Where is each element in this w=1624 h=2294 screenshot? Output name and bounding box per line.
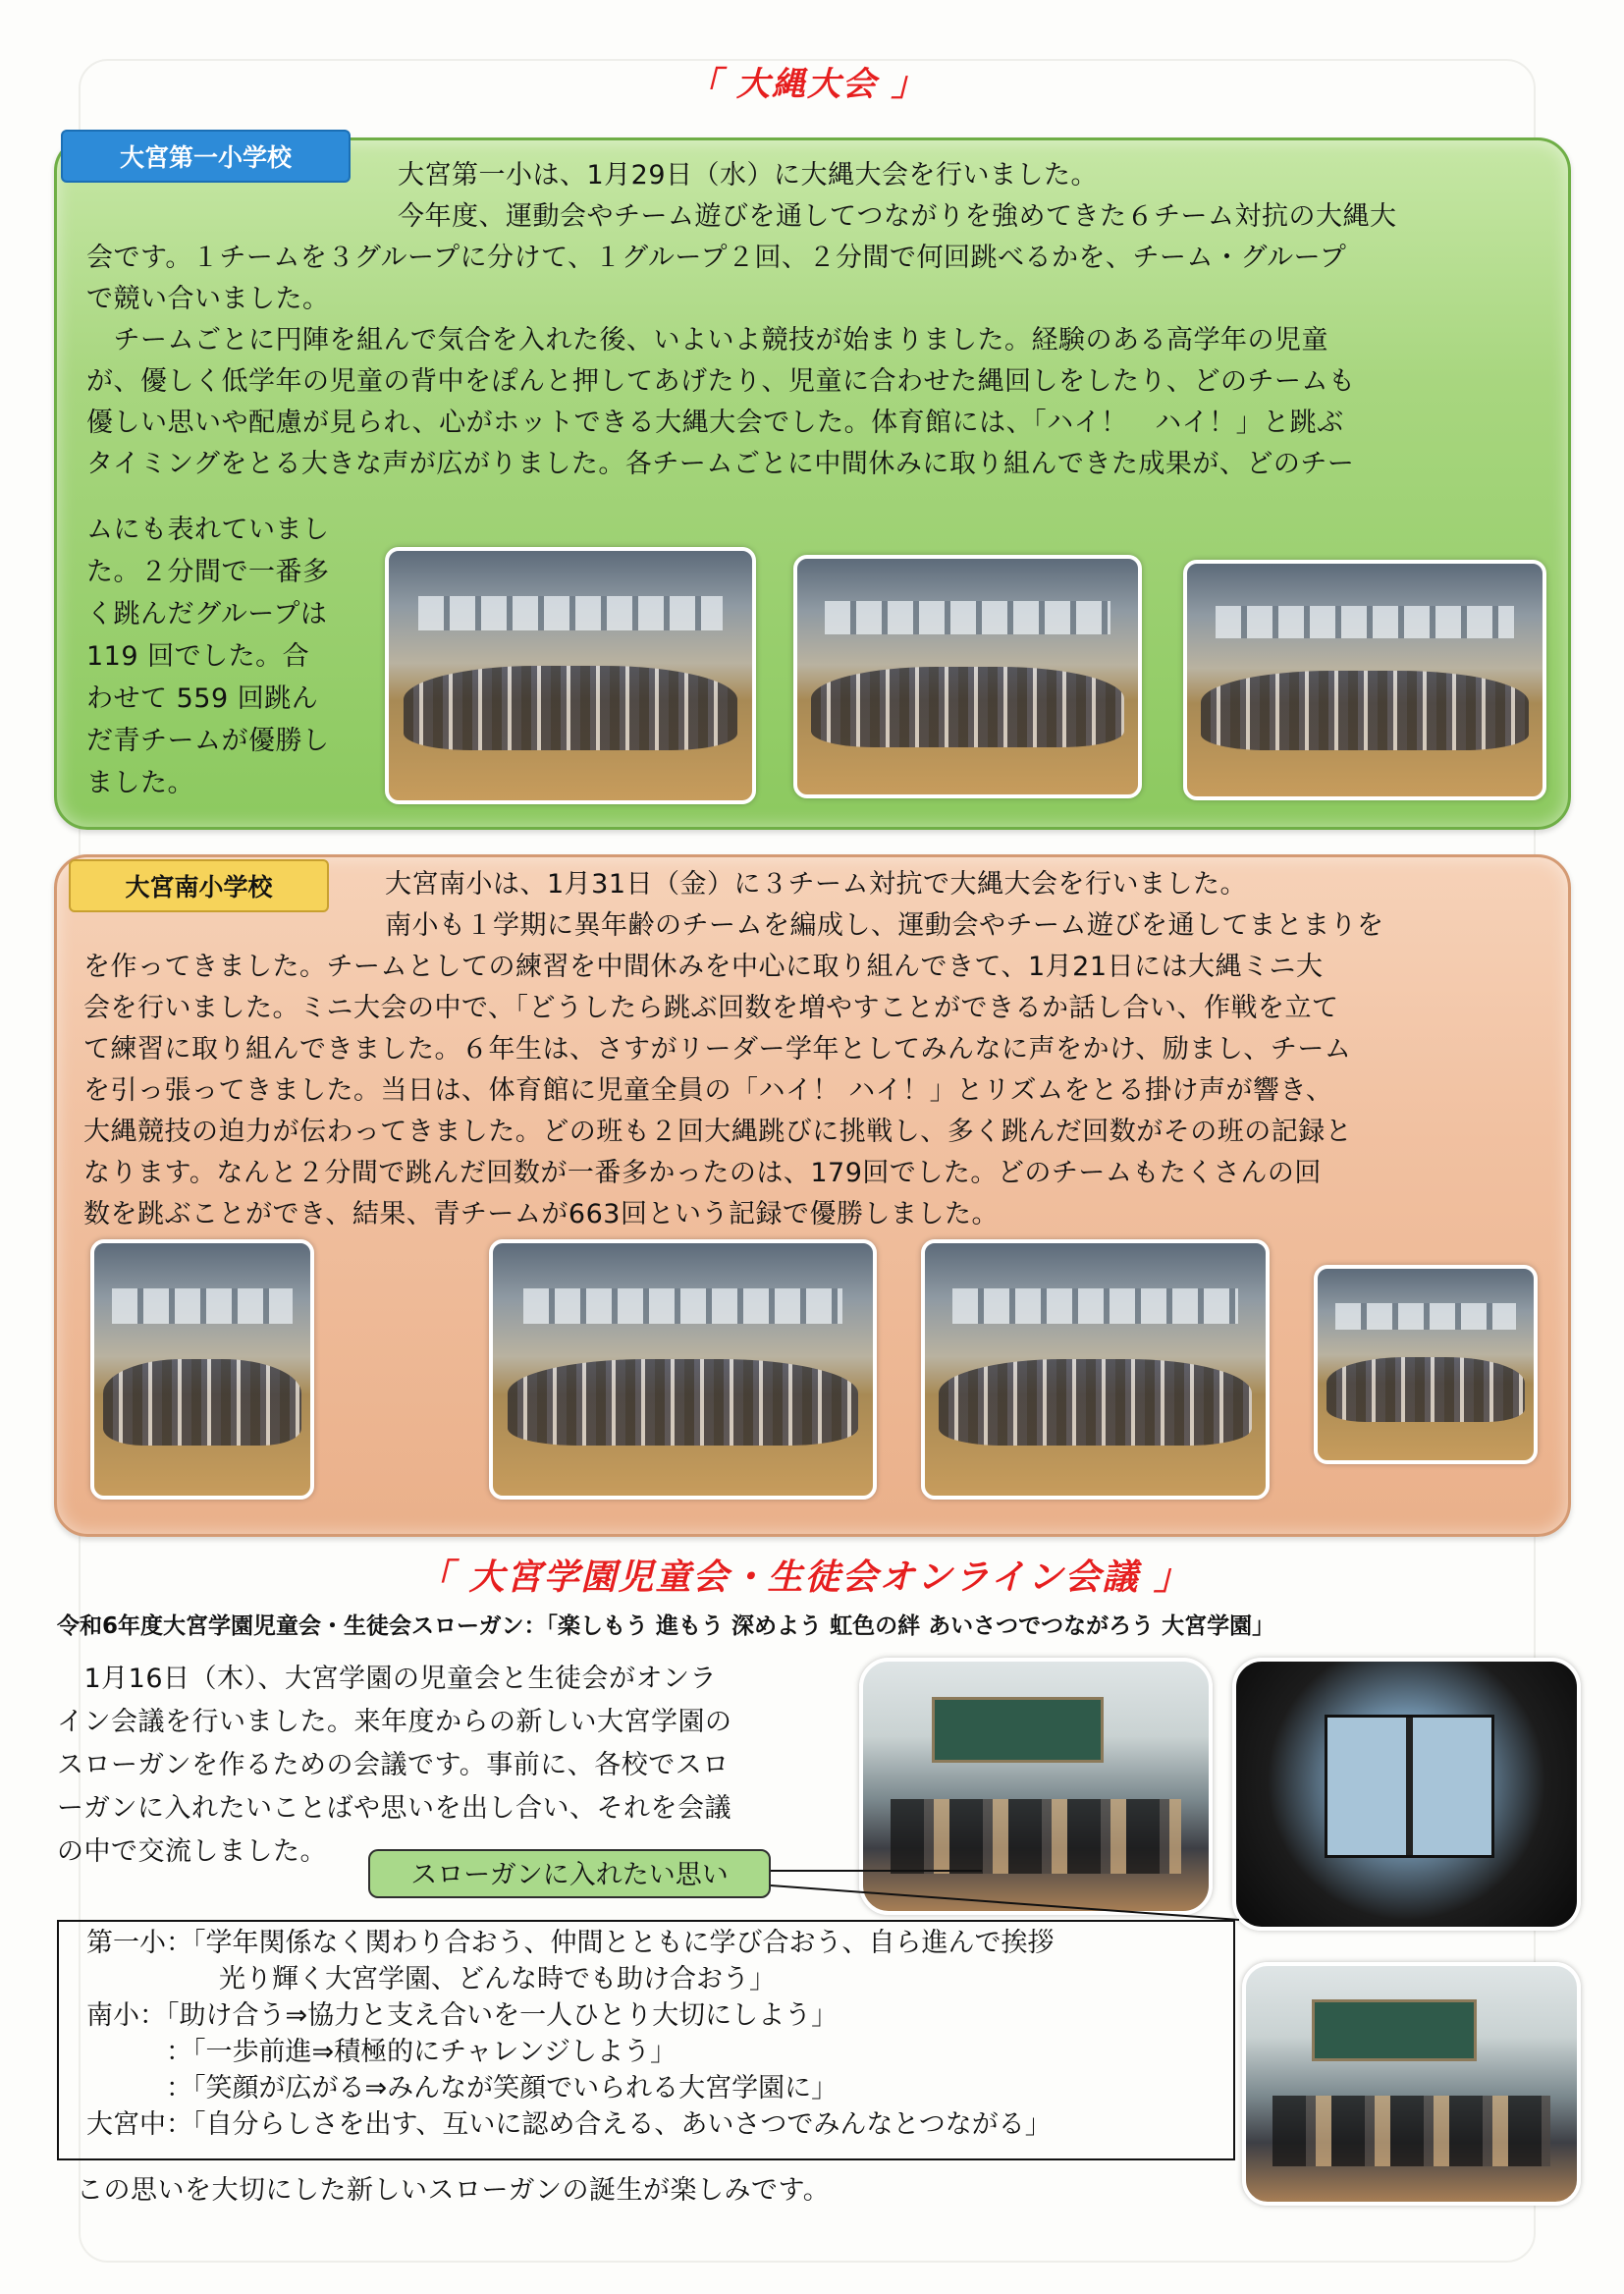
closing-text: この思いを大切にした新しいスローガンの誕生が楽しみです。: [77, 2175, 831, 2206]
current-slogan-heading: 令和6年度大宮学園児童会・生徒会スローガン：「楽しもう 進もう 深めよう 虹色の絆 あいさつでつながろう 大宮学園」: [57, 1613, 1275, 1639]
text-line: 119 回でした。合: [86, 641, 310, 672]
text-line: タイミングをとる大きな声が広がりました。各チームごとに中間休みに取り組んできた成果が、どのチー: [86, 449, 1355, 479]
school-tag-daiichi: 大宮第一小学校: [61, 130, 351, 183]
section-title-rope-jump: 「 大縄大会 」: [687, 65, 927, 104]
text-line: 大宮南小は、1月31日（金）に３チーム対抗で大縄大会を行いました。: [385, 869, 1248, 900]
text-line: わせて 559 回跳ん: [86, 683, 319, 714]
text-line: く跳んだグループは: [86, 599, 328, 629]
text-line: た。２分間で一番多: [86, 557, 330, 587]
slogan-line: 大宮中：「自分らしさを出す、互いに認め合える、あいさつでみんなとつながる」: [86, 2109, 1052, 2140]
slogan-line: 光り輝く大宮学園、どんな時でも助け合おう」: [86, 1964, 776, 1994]
text-line: 大宮第一小は、1月29日（水）に大縄大会を行いました。: [398, 160, 1099, 191]
text-line: スローガンを作るための会議です。事前に、各校でスロ: [57, 1750, 730, 1780]
text-line: 南小も１学期に異年齢のチームを編成し、運動会やチーム遊びを通してまとまりを: [385, 910, 1384, 941]
text-line: だ青チームが優勝し: [86, 726, 330, 756]
text-line: 会を行いました。ミニ大会の中で、「どうしたら跳ぶ回数を増やすことができるか話し合い、作戦を立て: [83, 993, 1339, 1023]
section-title-online-meeting: 「 大宮学園児童会・生徒会オンライン会議 」: [417, 1557, 1191, 1598]
text-line: 今年度、運動会やチーム遊びを通してつながりを強めてきた６チーム対抗の大縄大: [398, 201, 1397, 232]
slogan-line: 第一小：「学年関係なく関わり合おう、仲間とともに学び合おう、自ら進んで挨拶: [86, 1928, 1055, 1958]
text-line: ムにも表れていまし: [86, 515, 330, 545]
text-line: 1月16日（木）、大宮学園の児童会と生徒会がオンラ: [57, 1664, 718, 1694]
text-line: 優しい思いや配慮が見られ、心がホットできる大縄大会でした。体育館には、「ハイ！ ハイ！」と跳ぶ: [86, 408, 1344, 438]
slogan-wishes-label: スローガンに入れたい思い: [368, 1849, 771, 1898]
text-line: が、優しく低学年の児童の背中をぽんと押してあげたり、児童に合わせた縄回しをしたり、どのチームも: [86, 366, 1356, 397]
text-line: 数を跳ぶことができ、結果、青チームが663回という記録で優勝しました。: [83, 1199, 999, 1229]
text-line: なります。なんと２分間で跳んだ回数が一番多かったのは、179回でした。どのチームもたくさんの回: [83, 1158, 1322, 1188]
text-line: ました。: [86, 768, 194, 798]
text-line: て練習に取り組んできました。６年生は、さすがリーダー学年としてみんなに声をかけ、励まし、チーム: [83, 1034, 1352, 1065]
text-line: ーガンに入れたいことばや思いを出し合い、それを会議: [57, 1793, 731, 1824]
text-line: 大縄競技の迫力が伝わってきました。どの班も２回大縄跳びに挑戦し、多く跳んだ回数がその班の記録と: [83, 1117, 1353, 1147]
text-line: 会です。１チームを３グループに分けて、１グループ２回、２分間で何回跳べるかを、チーム・グループ: [86, 243, 1347, 273]
slogan-line: ：「笑顔が広がる⇒みんなが笑顔でいられる大宮学園に」: [86, 2073, 839, 2103]
text-line: チームごとに円陣を組んで気合を入れた後、いよいよ競技が始まりました。経験のある高学年の児童: [86, 325, 1328, 355]
text-line: で競い合いました。: [86, 284, 330, 314]
slogan-line: 南小：「助け合う⇒協力と支え合いを一人ひとり大切にしよう」: [86, 2000, 839, 2031]
school-tag-minami: 大宮南小学校: [69, 859, 329, 912]
text-line: の中で交流しました。: [57, 1836, 327, 1867]
slogan-line: ：「一歩前進⇒積極的にチャレンジしよう」: [86, 2037, 677, 2067]
text-line: を引っ張ってきました。当日は、体育館に児童全員の「ハイ！ ハイ！」とリズムをとる掛け声が響き、: [83, 1075, 1333, 1106]
text-line: を作ってきました。チームとしての練習を中間休みを中心に取り組んできて、1月21日には大縄ミニ大: [83, 952, 1324, 982]
text-line: イン会議を行いました。来年度からの新しい大宮学園の: [57, 1707, 732, 1737]
